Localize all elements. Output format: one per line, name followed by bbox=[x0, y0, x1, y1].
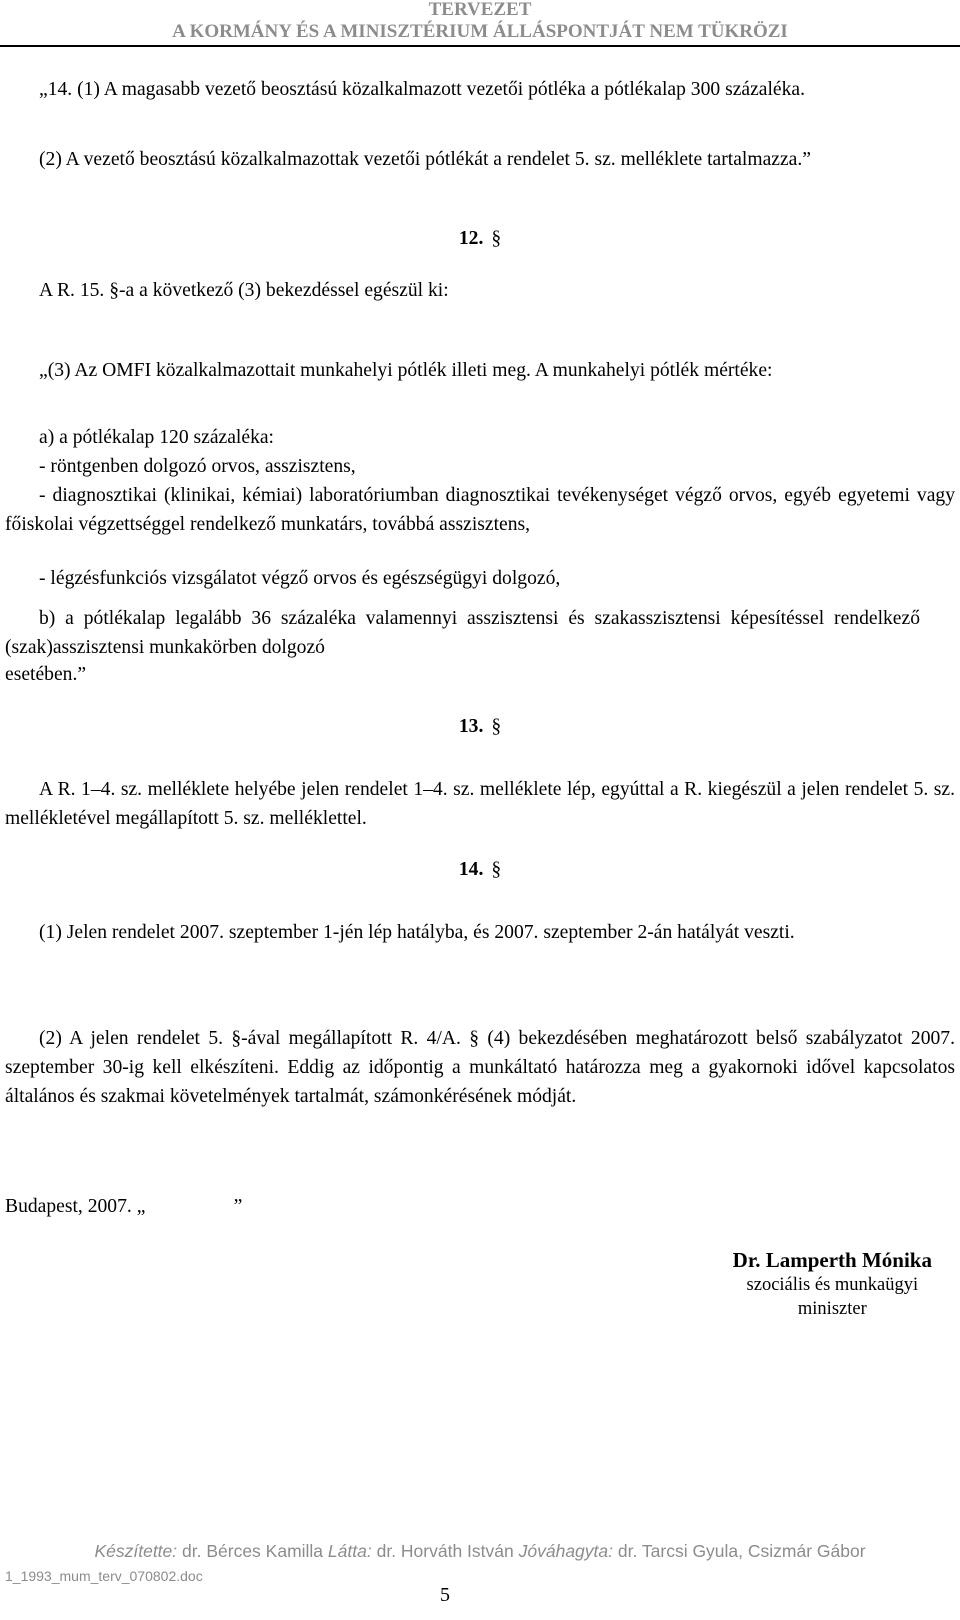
section-symbol: § bbox=[491, 859, 502, 880]
reviewed-by: dr. Horváth István bbox=[376, 1541, 514, 1561]
footer-credits bbox=[0, 1541, 960, 1562]
prepared-by: dr. Bérces Kamilla bbox=[182, 1541, 324, 1561]
disclaimer-label: A KORMÁNY ÉS A MINISZTÉRIUM ÁLLÁSPONTJÁT NEM TÜKRÖZI bbox=[172, 21, 788, 42]
paragraph-annexes: A R. 1–4. sz. melléklete helyébe jelen rendelet 1–4. sz. melléklete lép, egyúttal a R. kiegészül a jelen rendelet 5. sz. mellékletével megállapított 5. sz. melléklettel. bbox=[5, 779, 955, 829]
signatory-position: miniszter bbox=[797, 1299, 867, 1319]
signatory-title: szociális és munkaügyi bbox=[746, 1275, 919, 1295]
approved-by-label: Jóváhagyta: bbox=[518, 1541, 613, 1561]
signature-block bbox=[733, 1248, 932, 1321]
list-item-b: b) a pótlékalap legalább 36 százaléka valamennyi asszisztensi és szakasszisztensi képesítéssel rendelkező (szak)asszisztensi munkakörben dolgozó bbox=[5, 608, 920, 658]
paragraph-amend-15: A R. 15. §-a a következő (3) bekezdéssel egészül ki: bbox=[39, 280, 449, 301]
section-number: 12. bbox=[458, 228, 484, 249]
section-heading-12 bbox=[5, 224, 955, 253]
list-item-a-2: - diagnosztikai (klinikai, kémiai) laboratóriumban diagnosztikai tevékenységet végző orvos, egyéb egyetemi vagy főiskolai végzettséggel rendelkező munkatárs, továbbá asszisztens, bbox=[5, 485, 955, 535]
section-symbol: § bbox=[491, 716, 502, 737]
section-number: 14. bbox=[458, 859, 484, 880]
section-symbol: § bbox=[491, 228, 502, 249]
reviewed-by-label: Látta: bbox=[327, 1541, 372, 1561]
draft-label: TERVEZET bbox=[428, 0, 532, 20]
paragraph-14-2: (2) A vezető beosztású közalkalmazottak vezetői pótlékát a rendelet 5. sz. melléklete tartalmazza.” bbox=[39, 149, 811, 170]
paragraph-entry-into-force: (1) Jelen rendelet 2007. szeptember 1-jén lép hatályba, és 2007. szeptember 2-án hatályát veszti. bbox=[39, 922, 795, 943]
section-heading-13 bbox=[5, 712, 955, 741]
page-number: 5 bbox=[440, 1584, 450, 1606]
footer-filename: 1_1993_mum_terv_070802.doc bbox=[5, 1568, 203, 1584]
place-and-date: Budapest, 2007. „ ” bbox=[5, 1196, 243, 1217]
list-item-a-1: - röntgenben dolgozó orvos, asszisztens, bbox=[39, 456, 356, 477]
list-item-b-end: esetében.” bbox=[5, 664, 87, 685]
section-heading-14 bbox=[5, 855, 955, 884]
list-item-a: a) a pótlékalap 120 százaléka: bbox=[39, 427, 275, 448]
prepared-by-label: Készítette: bbox=[94, 1541, 178, 1561]
list-item-a-3: - légzésfunkciós vizsgálatot végző orvos és egészségügyi dolgozó, bbox=[39, 568, 561, 589]
paragraph-omfi-allowance: „(3) Az OMFI közalkalmazottait munkahelyi pótlék illeti meg. A munkahelyi pótlék mértéke: bbox=[39, 360, 773, 381]
header-divider bbox=[0, 45, 960, 47]
approved-by: dr. Tarcsi Gyula, Csizmár Gábor bbox=[617, 1541, 866, 1561]
signatory-name: Dr. Lamperth Mónika bbox=[732, 1248, 932, 1272]
paragraph-14-1: „14. (1) A magasabb vezető beosztású közalkalmazott vezetői pótléka a pótlékalap 300 százaléka. bbox=[39, 79, 806, 100]
paragraph-internal-rules: (2) A jelen rendelet 5. §-ával megállapított R. 4/A. § (4) bekezdésében meghatározott belső szabályzatot 2007. szeptember 30-ig kell elkészíteni. Eddig az időpontig a munkáltató határozza meg a gyakornoki idővel kapcsolatos általános és szakmai követelmények tartalmát, számonkérésének módját. bbox=[5, 1028, 955, 1107]
draft-watermark-header bbox=[0, 0, 960, 43]
section-number: 13. bbox=[458, 716, 484, 737]
